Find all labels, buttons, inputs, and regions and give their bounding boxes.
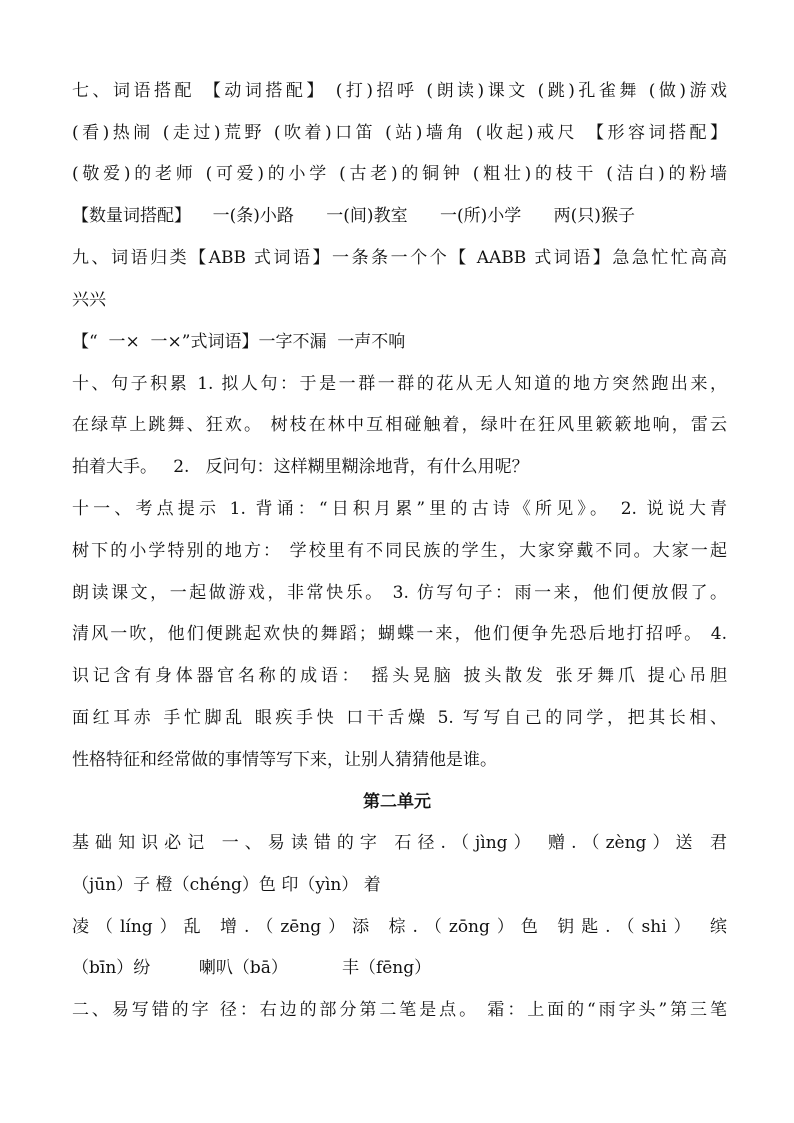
- text-line: 二、易写错的字 径：右边的部分第二笔是点。 霜：上面的“雨字头”第三笔: [72, 1000, 727, 1020]
- text-line: 七、词语搭配 【动词搭配】 (打)招呼 (朗读)课文 (跳)孔雀舞 (做)游戏: [72, 81, 727, 101]
- text-line: 兴兴: [72, 290, 106, 310]
- text-line: 【数量词搭配】 一(条)小路 一(间)教室 一(所)小学 两(只)猴子: [72, 206, 635, 226]
- text-line: 朗读课文，一起做游戏，非常快乐。 3. 仿写句子：雨一来，他们便放假了。: [72, 583, 727, 603]
- text-line: 性格特征和经常做的事情等写下来，让别人猜猜他是谁。: [72, 750, 497, 770]
- text-line: 【“ 一× 一×”式词语】一字不漏 一声不响: [72, 332, 406, 352]
- text-line: 面红耳赤 手忙脚乱 眼疾手快 口干舌燥 5. 写写自己的同学，把其长相、: [72, 708, 727, 728]
- text-line: （bīn）纷 喇叭（bā） 丰（fēng）: [72, 958, 432, 978]
- text-line: （jūn）子 橙（chéng）色 印（yìn） 着: [72, 875, 381, 895]
- text-line: 基础知识必记 一、易读错的字 石径.（jìng） 赠.（zèng）送 君: [72, 833, 727, 853]
- text-line: 十、句子积累 1. 拟人句：于是一群一群的花从无人知道的地方突然跑出来，: [72, 374, 727, 394]
- text-line: 九、词语归类【ABB 式词语】一条条一个个【 AABB 式词语】急急忙忙高高: [72, 248, 727, 268]
- text-line: 清风一吹，他们便跳起欢快的舞蹈；蝴蝶一来，他们便争先恐后地打招呼。 4.: [72, 624, 727, 644]
- text-line: 凌（líng）乱 增.（zēng）添 棕.（zōng）色 钥匙.（shi） 缤: [72, 917, 727, 937]
- text-line: 树下的小学特别的地方： 学校里有不同民族的学生，大家穿戴不同。大家一起: [72, 541, 727, 561]
- text-line: (敬爱)的老师 (可爱)的小学 (古老)的铜钟 (粗壮)的枝干 (洁白)的粉墙: [72, 164, 727, 184]
- text-line: (看)热闹 (走过)荒野 (吹着)口笛 (站)墙角 (收起)戒尺 【形容词搭配】: [72, 123, 727, 143]
- section-heading: 第二单元: [363, 792, 431, 812]
- text-line: 拍着大手。 2. 反问句：这样糊里糊涂地背，有什么用呢？: [72, 457, 529, 477]
- text-line: 在绿草上跳舞、狂欢。 树枝在林中互相碰触着，绿叶在狂风里簌簌地响，雷云: [72, 415, 727, 435]
- text-line: 识记含有身体器官名称的成语： 摇头晃脑 披头散发 张牙舞爪 提心吊胆: [72, 666, 727, 686]
- text-line: 十一、考点提示 1. 背诵：“日积月累”里的古诗《所见》。 2. 说说大青: [72, 499, 727, 519]
